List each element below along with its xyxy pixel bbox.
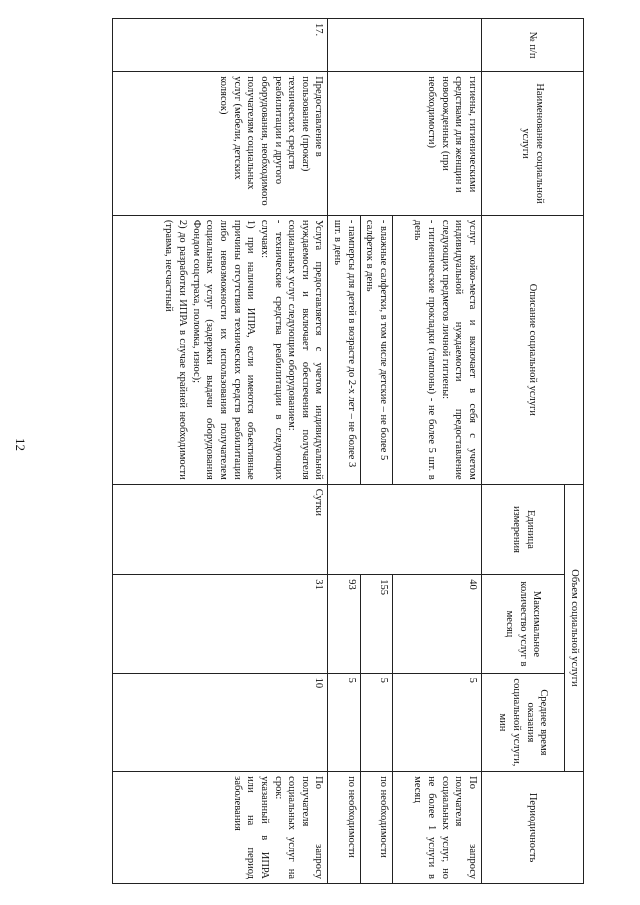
header-time: Среднее время оказания социальной услуги, мин bbox=[482, 673, 565, 772]
cell-max: 40 bbox=[393, 575, 482, 673]
desc-text: услуг койко-места и включает в себя с учетом индивидуальной нуждаемости предоставление следующих предметов личной гигиены: - гигиенические прокладки (тампоны) - не более 5 шт. в день bbox=[412, 219, 478, 480]
cell-time: 5 bbox=[328, 673, 360, 772]
cell-desc: - памперсы для детей в возрасте до 2-х лет – не более 3 шт. в день bbox=[328, 215, 360, 484]
cell-time: 5 bbox=[360, 673, 392, 772]
cell-max: 155 bbox=[360, 575, 392, 673]
cell-period: По запросу получателя социальных услуг, но не более 1 услуги в месяц bbox=[393, 772, 482, 884]
table-row bbox=[393, 19, 482, 884]
cell-num: 17. bbox=[113, 19, 328, 72]
cell-desc: - влажные салфетки, в том числе детские – не более 5 салфеток в день bbox=[360, 215, 392, 484]
header-unit: Единица измерения bbox=[482, 484, 565, 574]
header-volume-group: Объем социальной услуги bbox=[565, 484, 584, 771]
cell-period: по необходимости bbox=[360, 772, 392, 884]
services-table bbox=[112, 18, 584, 884]
cell-num bbox=[328, 19, 482, 72]
cell-period: по необходимости bbox=[328, 772, 360, 884]
cell-time: 5 bbox=[393, 673, 482, 772]
cell-desc bbox=[393, 215, 482, 484]
cell-unit: Сутки bbox=[113, 484, 328, 574]
cell-name: Предоставление в пользование (прокат) технических средств реабилитации и другого оборудования, необходимого получателям социальных услуг (мебели, детских колясок) bbox=[113, 72, 328, 216]
rotated-page bbox=[44, 18, 584, 884]
cell-max: 31 bbox=[113, 575, 328, 673]
header-period: Периодичность bbox=[482, 772, 584, 884]
cell-period bbox=[113, 772, 328, 884]
cell-max: 93 bbox=[328, 575, 360, 673]
period-line-2: указанный в ИПРА или на период заболевания bbox=[231, 776, 270, 879]
cell-desc bbox=[113, 215, 328, 484]
page-number: 12 bbox=[13, 438, 28, 451]
services-table-wrapper bbox=[44, 18, 584, 884]
cell-unit bbox=[328, 484, 482, 574]
header-num: № п/п bbox=[482, 19, 584, 72]
period-line-1: По запросу получателя социальных услуг на срок: bbox=[272, 776, 325, 879]
desc-text: Услуга предоставляется с учетом индивидуальной нуждаемости и включает обеспечения получателя социальных услуг следующим оборудованием: - технические средства реабилитации в следующих случаях: 1) при наличии ИПРА, если имеются объективные причины отсутствия технических средств реабилитации либо невозможности их использования получателем социальных услуг (задержки выдачи оборудования Фондом соцстраха, поломка, износ); 2) до разработки ИПРА в случае крайней необходимости (травма, несчастный bbox=[163, 219, 325, 480]
cell-name: гигиены, гигиеническими средствами для женщин и новорожденных (при необходимости) bbox=[328, 72, 482, 216]
cell-time: 10 bbox=[113, 673, 328, 772]
header-desc: Описание социальной услуги bbox=[482, 215, 584, 484]
header-name: Наименование социальной услуги bbox=[482, 72, 584, 216]
header-max: Максимальное количество услуг в месяц bbox=[482, 575, 565, 673]
table-row bbox=[113, 19, 328, 884]
